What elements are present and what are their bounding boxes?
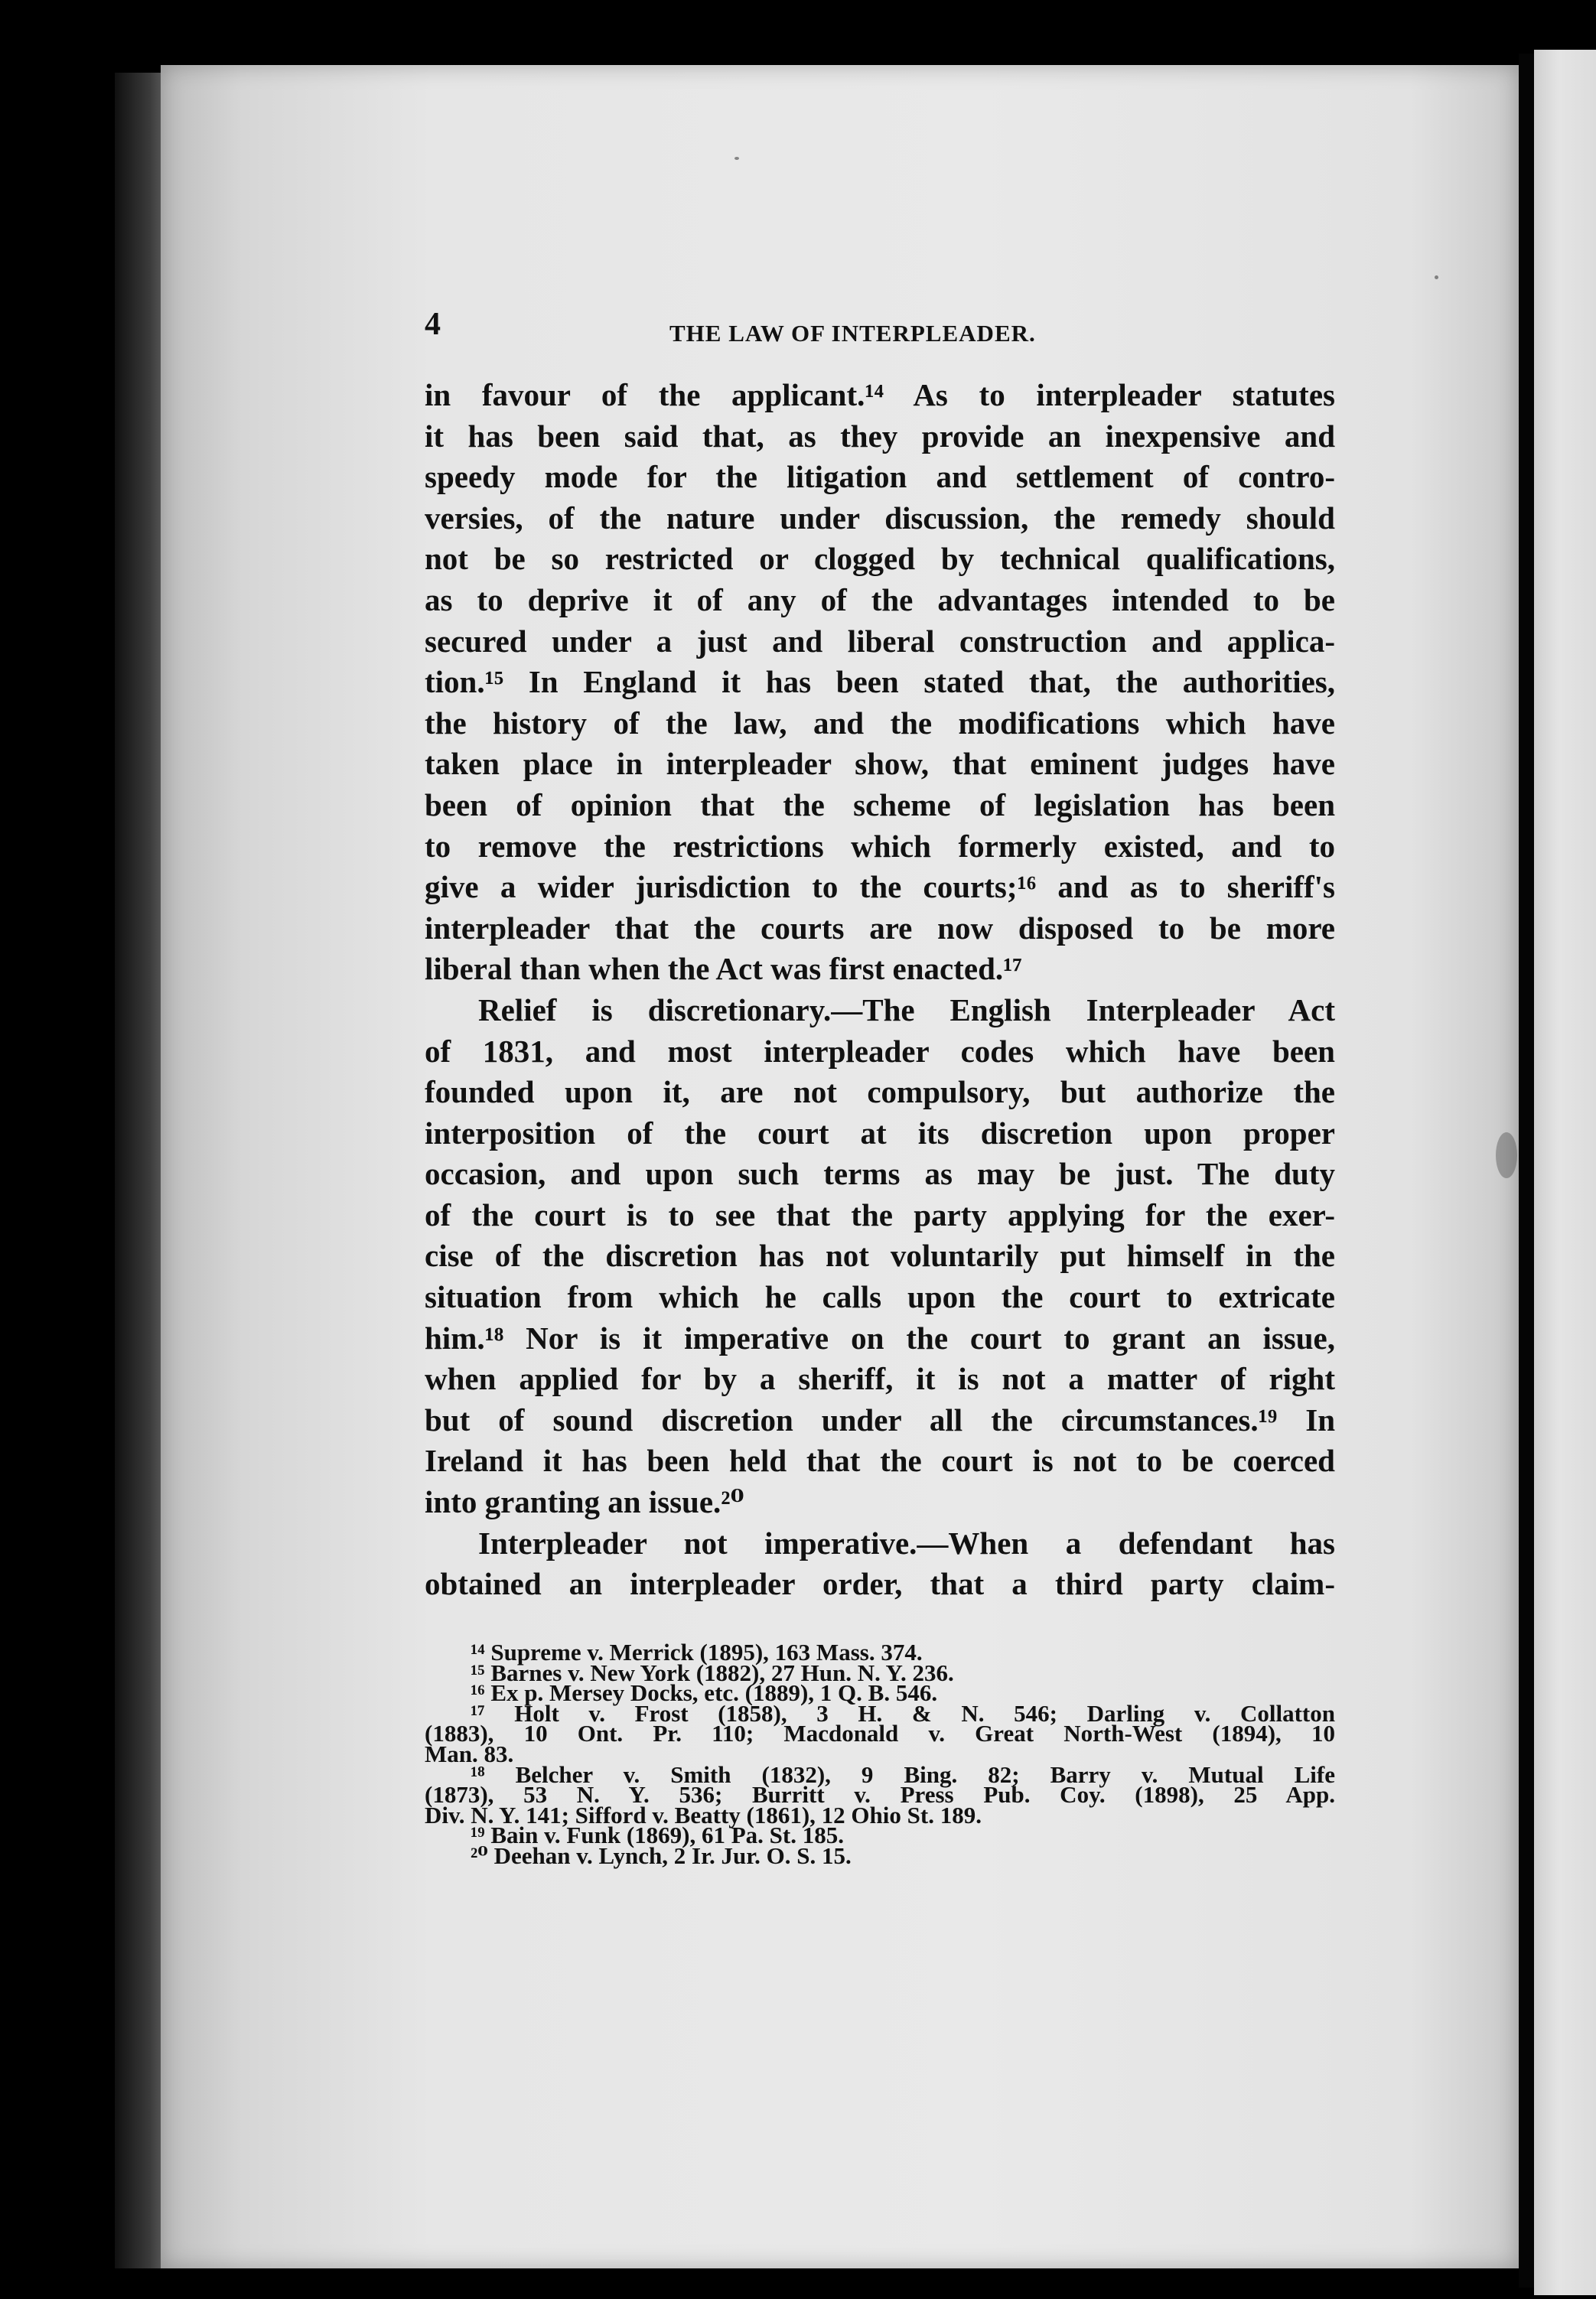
body-line: obtained an interpleader order, that a third party claim-	[425, 1566, 1335, 1602]
footnote-18: ¹⁸ Belcher v. Smith (1832), 9 Bing. 82; Barry v. Mutual Life	[471, 1760, 1335, 1788]
body-line: Ireland it has been held that the court is not to be coerced	[425, 1443, 1335, 1479]
body-line: occasion, and upon such terms as may be just. The duty	[425, 1156, 1335, 1192]
body-text	[425, 375, 1335, 1605]
body-line: him.¹⁸ Nor is it imperative on the court to grant an issue,	[425, 1320, 1335, 1356]
body-line: versies, of the nature under discussion, the remedy should	[425, 500, 1335, 536]
footnotes	[425, 1639, 1335, 1869]
body-line: it has been said that, as they provide an inexpensive and	[425, 418, 1335, 454]
body-line: —The English Interpleader Act	[831, 992, 1335, 1027]
body-line: been of opinion that the scheme of legislation has been	[425, 786, 1335, 822]
scan-speck	[1435, 275, 1438, 279]
body-line: but of sound discretion under all the circumstances.¹⁹ In	[425, 1402, 1335, 1438]
body-line: cise of the discretion has not voluntarily put himself in the	[425, 1238, 1335, 1274]
footnote-17-cont: (1883), 10 Ont. Pr. 110; Macdonald v. Great North-West (1894), 10	[425, 1720, 1335, 1747]
body-line: in favour of the applicant.¹⁴ As to interpleader statutes	[425, 377, 1335, 412]
footnote-17: ¹⁷ Holt v. Frost (1858), 3 H. & N. 546; Darling v. Collatton	[471, 1699, 1335, 1727]
body-line: interposition of the court at its discretion upon proper	[425, 1115, 1335, 1151]
body-line: liberal than when the Act was first enacted.¹⁷	[425, 951, 1022, 987]
section-interpleader-first-line	[425, 1523, 1335, 1565]
body-line: —When a defendant has	[917, 1525, 1335, 1561]
footnote-20: ²⁰ Deehan v. Lynch, 2 Ir. Jur. O. S. 15.	[471, 1841, 852, 1869]
running-head-title: THE LAW OF INTERPLEADER.	[669, 320, 1036, 347]
body-line: the history of the law, and the modifications which have	[425, 705, 1335, 741]
sidehead-relief: Relief is discretionary.	[478, 992, 832, 1027]
body-line: taken place in interpleader show, that eminent judges have	[425, 746, 1335, 782]
body-line: when applied for by a sheriff, it is not a matter of right	[425, 1361, 1335, 1397]
footnote-15: ¹⁵ Barnes v. New York (1882), 27 Hun. N. Y. 236.	[471, 1659, 954, 1686]
body-line: give a wider jurisdiction to the courts;¹⁶ and as to sheriff's	[425, 869, 1335, 905]
body-line: tion.¹⁵ In England it has been stated that, the authorities,	[425, 664, 1335, 700]
page-number: 4	[425, 307, 441, 342]
body-line: of the court is to see that the party applying for the exer-	[425, 1197, 1335, 1233]
right-page-edge	[1534, 50, 1596, 2295]
scan-speck	[1496, 1132, 1517, 1178]
footnote-14: ¹⁴ Supreme v. Merrick (1895), 163 Mass. 374.	[471, 1639, 923, 1666]
body-line: situation from which he calls upon the court to extricate	[425, 1279, 1335, 1315]
body-line: not be so restricted or clogged by technical qualifications,	[425, 541, 1335, 577]
footnote-17-cont: Man. 83.	[425, 1740, 514, 1767]
body-line: to remove the restrictions which formerly existed, and to	[425, 828, 1335, 864]
scan-speck	[734, 157, 739, 160]
page-gutter	[1519, 54, 1534, 2288]
footnote-16: ¹⁶ Ex p. Mersey Docks, etc. (1889), 1 Q. B. 546.	[471, 1679, 938, 1707]
body-line: of 1831, and most interpleader codes which have been	[425, 1033, 1335, 1069]
sidehead-interpleader: Interpleader not imperative.	[478, 1525, 917, 1561]
section-relief-first-line	[425, 990, 1335, 1031]
footnote-19: ¹⁹ Bain v. Funk (1869), 61 Pa. St. 185.	[471, 1822, 844, 1849]
body-line: secured under a just and liberal construction and applica-	[425, 623, 1335, 659]
body-line: as to deprive it of any of the advantages intended to be	[425, 581, 1335, 617]
body-line: into granting an issue.²⁰	[425, 1484, 744, 1520]
footnote-18-cont: Div. N. Y. 141; Sifford v. Beatty (1861), 12 Ohio St. 189.	[425, 1801, 982, 1828]
body-line: interpleader that the courts are now disposed to be more	[425, 910, 1335, 946]
footnote-18-cont: (1873), 53 N. Y. 536; Burritt v. Press Pub. Coy. (1898), 25 App.	[425, 1781, 1335, 1809]
body-line: founded upon it, are not compulsory, but authorize the	[425, 1074, 1335, 1110]
body-line: speedy mode for the litigation and settlement of contro-	[425, 459, 1335, 495]
